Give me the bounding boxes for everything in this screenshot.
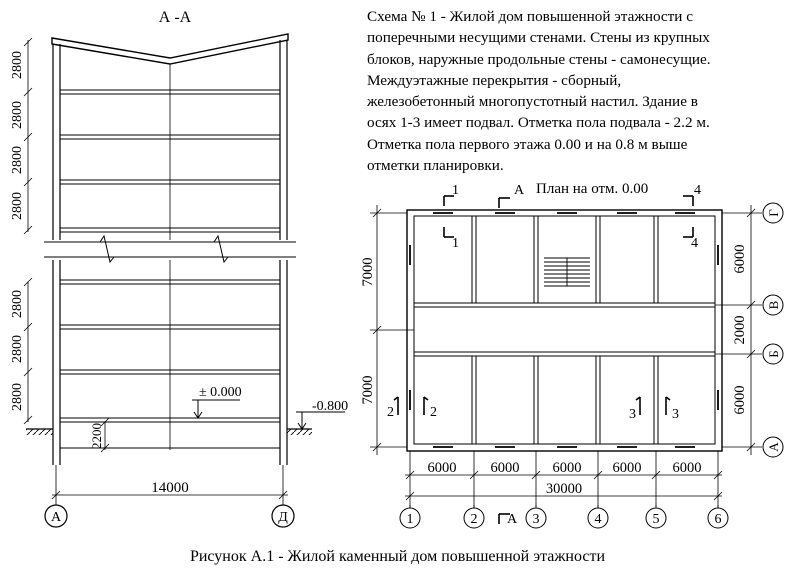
cut-a-bottom: А [507, 512, 518, 527]
axis-label: В [766, 300, 781, 310]
plan-inner-wall [414, 216, 715, 444]
cut-a-top: А [514, 183, 525, 198]
axis-label: Г [766, 209, 781, 217]
right-dim: 6000 [732, 385, 748, 415]
height-label: 2800 [10, 101, 25, 129]
height-label: 2800 [10, 192, 25, 220]
elevation-ground-label: -0.800 [312, 399, 349, 414]
height-dim-chain [24, 38, 32, 424]
cut-2-right: 2 [430, 405, 437, 420]
description-line: Отметка пола первого этажа 0.00 и на 0.8 м выше [367, 135, 688, 153]
section-walls [53, 40, 287, 465]
axis-label: 5 [652, 512, 660, 527]
section-title: А -А [158, 9, 192, 26]
bay-dim-labels [428, 460, 702, 476]
right-axis-labels [766, 209, 781, 452]
elevation-ground [296, 412, 345, 429]
cut-3-left: 3 [629, 407, 636, 422]
height-dim-labels [10, 51, 25, 411]
width-dim-label: 14000 [151, 480, 189, 496]
axis-label: Б [766, 350, 781, 358]
elevation-zero [192, 400, 240, 418]
axis-label: 6 [714, 512, 722, 527]
left-dim: 7000 [360, 257, 376, 287]
cut-4-top: 4 [694, 183, 701, 198]
axis-label: А [766, 442, 781, 452]
bay-dim: 6000 [490, 460, 520, 476]
axis-label-a: А [50, 510, 62, 525]
cut-3-right: 3 [672, 407, 679, 422]
right-dim: 6000 [732, 244, 748, 274]
cut-2-left: 2 [387, 405, 394, 420]
bottom-axis-bubbles [400, 505, 728, 528]
stair-flight [544, 258, 590, 286]
cut-1-top: 1 [452, 183, 459, 198]
description-line: отметки планировки. [367, 157, 504, 175]
scheme-description [367, 6, 792, 176]
plan-view [360, 181, 783, 528]
right-axis-bubbles [763, 203, 783, 457]
description-line: осях 1-3 имеет подвал. Отметка пола подвала - 2.2 м. [367, 114, 710, 132]
axis-label-d: Д [278, 510, 288, 525]
bay-dim: 6000 [612, 460, 642, 476]
axis-label: 3 [532, 512, 540, 527]
left-dim: 7000 [360, 375, 376, 405]
section-cut-2 [394, 397, 428, 415]
roof-outline [52, 34, 288, 64]
section-view [10, 9, 348, 527]
bay-dim: 6000 [552, 460, 582, 476]
axis-label: 1 [406, 512, 414, 527]
description-line: поперечными несущими стенами. Стены из крупных [367, 29, 710, 47]
height-label: 2800 [10, 290, 25, 318]
cut-1-bottom: 1 [452, 236, 459, 251]
plan-title: План на отм. 0.00 [536, 181, 649, 197]
corridor-walls [414, 303, 715, 356]
height-label: 2800 [10, 51, 25, 79]
cut-4-bottom: 4 [691, 236, 698, 251]
description-line: железобетонный многопустотный настил. Здание в [367, 93, 698, 111]
figure-caption: Рисунок А.1 - Жилой каменный дом повышенной этажности [189, 548, 606, 565]
axis-label: 2 [470, 512, 478, 527]
bottom-axis-labels [407, 512, 722, 527]
elevation-zero-label: ± 0.000 [199, 385, 242, 400]
description-line: блоков, наружные продольные стены - самонесущие. [367, 50, 711, 68]
right-dim: 2000 [732, 315, 748, 345]
height-label: 2800 [10, 335, 25, 363]
description-line: Схема № 1 - Жилой дом повышенной этажности с [367, 8, 693, 25]
section-cut-3 [636, 397, 670, 415]
bay-dim: 6000 [672, 460, 702, 476]
description-line: Междуэтажные перекрытия - сборный, [367, 71, 622, 89]
bay-dim: 6000 [427, 460, 457, 476]
ground-line [26, 429, 312, 435]
basement-dim-label: 2200 [89, 423, 104, 449]
height-label: 2800 [10, 383, 25, 411]
axis-label: 4 [594, 512, 602, 527]
total-dim: 30000 [545, 481, 583, 497]
height-label: 2800 [10, 146, 25, 174]
